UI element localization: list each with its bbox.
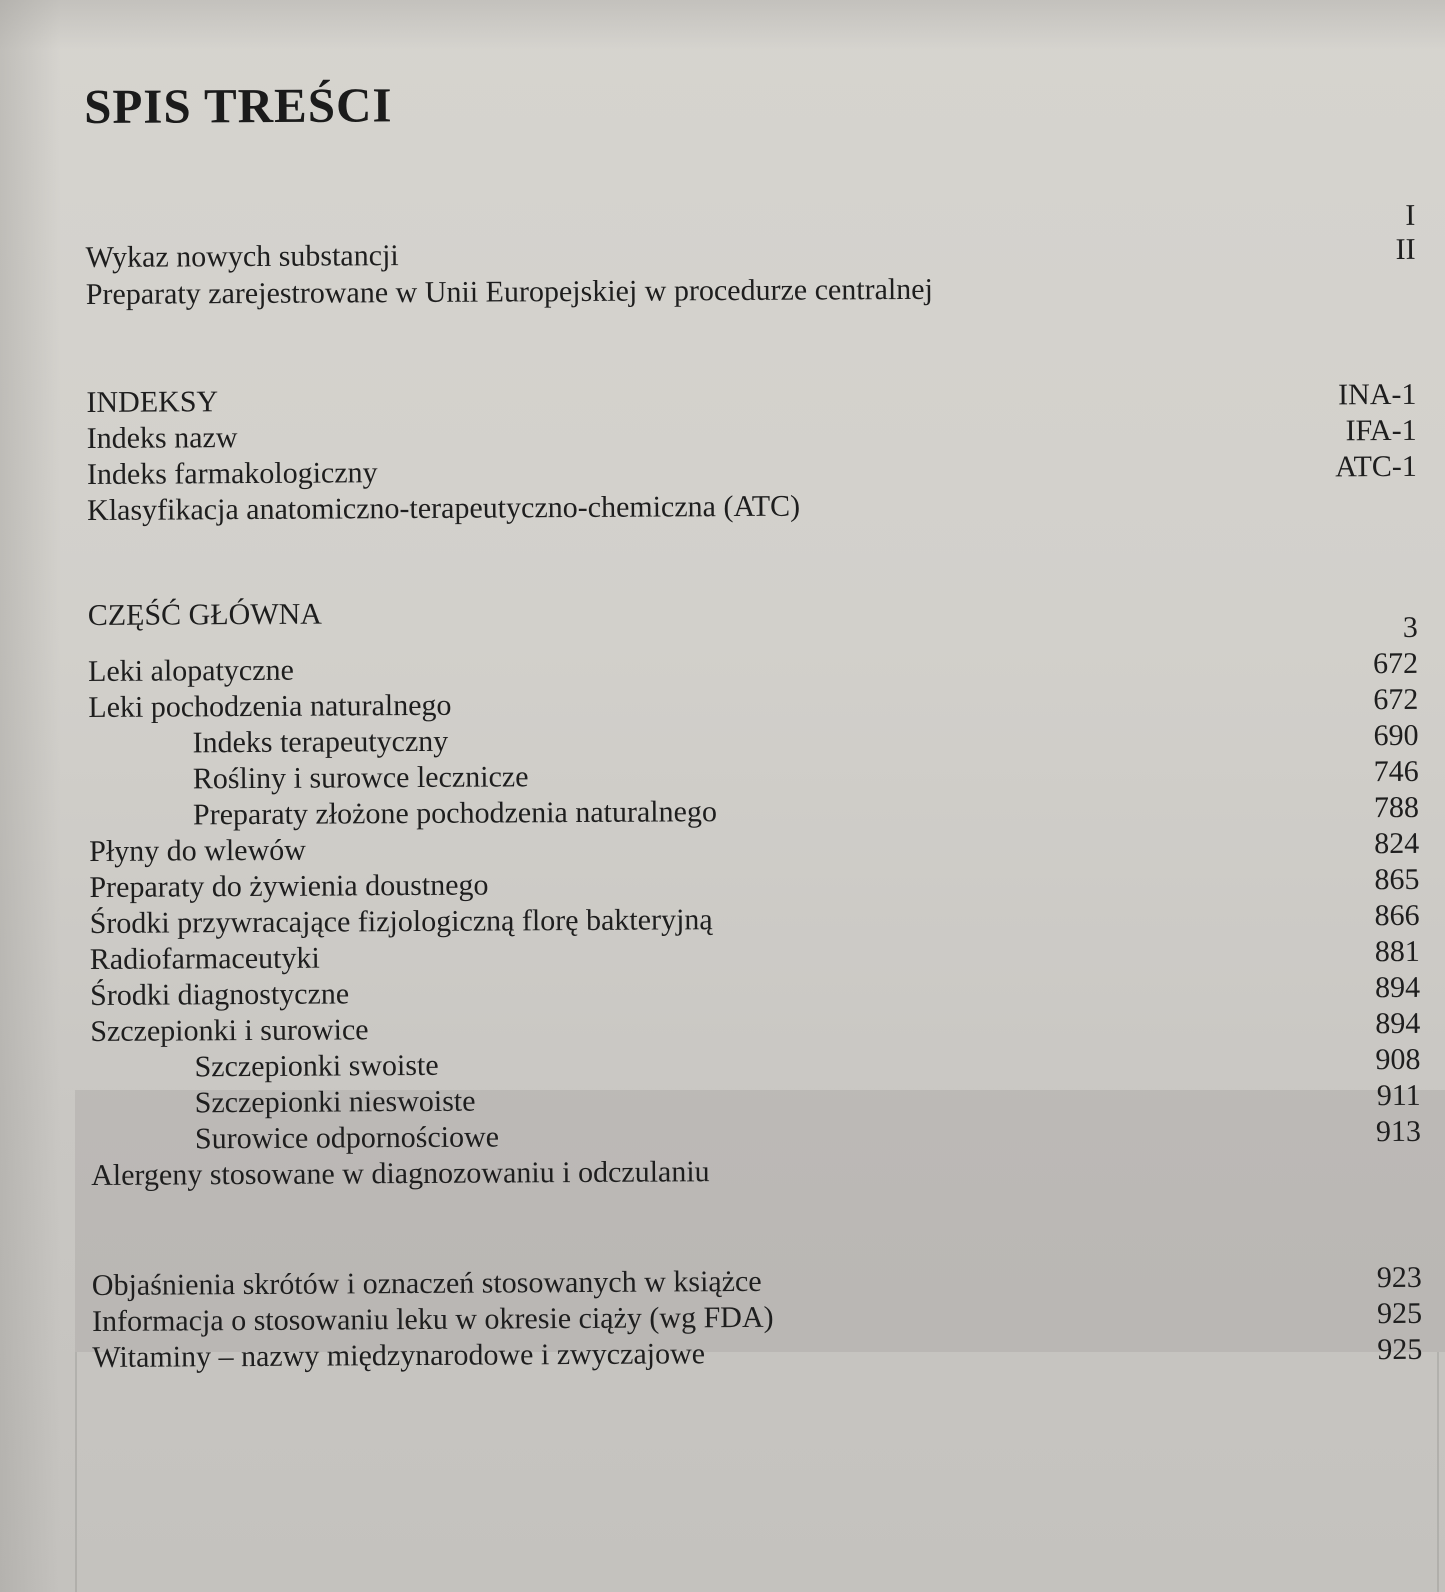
toc-entry-label: Indeks terapeutyczny (192, 724, 449, 760)
toc-page-number: II (1395, 232, 1416, 266)
toc-entry-label: Leki pochodzenia naturalnego (88, 688, 452, 724)
toc-entry-label: Wykaz nowych substancji (85, 239, 399, 274)
toc-entry-label: Środki diagnostyczne (89, 977, 350, 1012)
toc-page-number: ATC-1 (1335, 449, 1417, 484)
toc-page-number: 788 (1373, 790, 1420, 825)
table-of-contents (84, 0, 1424, 1592)
toc-row (86, 269, 1416, 313)
toc-entry-label: Środki przywracające fizjologiczną florę bakteryjną (89, 903, 713, 940)
toc-page-number: 3 (1402, 610, 1418, 644)
toc-entry-label: Rośliny i surowce lecznicze (192, 760, 529, 796)
toc-page-number: 672 (1372, 646, 1419, 681)
toc-page-number: 824 (1374, 826, 1420, 861)
toc-entry-label: Radiofarmaceutyki (89, 941, 320, 976)
toc-page-number: 908 (1375, 1042, 1421, 1077)
toc-row (87, 485, 1417, 529)
toc-page-number: 911 (1376, 1078, 1421, 1113)
toc-page-number: 865 (1374, 862, 1420, 897)
toc-entry-label: Płyny do wlewów (89, 833, 306, 868)
toc-entry-label: Klasyfikacja anatomiczno-terapeutyczno-chemiczna (ATC) (87, 489, 801, 527)
toc-page-number: 923 (1376, 1260, 1422, 1295)
toc-entry-label: Szczepionki nieswoiste (194, 1084, 476, 1120)
toc-entry-label: Indeks nazw (86, 421, 238, 455)
toc-page-number: INA-1 (1338, 377, 1417, 412)
toc-entry-label: Preparaty zarejestrowane w Unii Europejskiej w procedurze centralnej (85, 272, 934, 311)
toc-page-number: 894 (1374, 970, 1421, 1005)
toc-row (91, 1150, 1421, 1194)
toc-page-number: 913 (1375, 1114, 1422, 1149)
toc-entry-label: Surowice odpornościowe (194, 1120, 500, 1156)
toc-page-number: 881 (1374, 934, 1420, 969)
toc-page-number: 746 (1373, 754, 1419, 789)
toc-page-number: 894 (1375, 1006, 1421, 1041)
toc-entry-label: Informacja o stosowaniu leku w okresie ciąży (wg FDA) (91, 1300, 774, 1338)
toc-page-number: I (1405, 198, 1416, 232)
toc-entry-label: Szczepionki swoiste (194, 1048, 439, 1084)
toc-entry-label: Indeks farmakologiczny (86, 456, 378, 491)
toc-page-number: 925 (1377, 1332, 1423, 1367)
page-title: SPIS TREŚCI (84, 77, 393, 134)
toc-page-number: IFA-1 (1345, 413, 1417, 448)
toc-entry-label: Preparaty do żywienia doustnego (89, 868, 489, 904)
toc-row (92, 1332, 1422, 1376)
page-shadow-left (0, 0, 60, 1592)
toc-page-number: 925 (1376, 1296, 1423, 1331)
toc-section-heading: CZĘŚĆ GŁÓWNA (87, 597, 323, 632)
toc-section-heading: INDEKSY (86, 385, 219, 419)
toc-page-number: 866 (1374, 898, 1420, 933)
toc-page-number: 690 (1373, 718, 1419, 753)
toc-page-number: 672 (1373, 682, 1419, 717)
toc-entry-label: Alergeny stosowane w diagnozowaniu i odczulaniu (91, 1155, 710, 1192)
toc-entry-label: Objaśnienia skrótów i oznaczeń stosowanych w książce (91, 1264, 762, 1302)
toc-entry-label: Szczepionki i surowice (90, 1013, 369, 1048)
toc-entry-label: Witaminy – nazwy międzynarodowe i zwyczajowe (92, 1337, 706, 1374)
toc-entry-label: Leki alopatyczne (88, 653, 294, 688)
toc-entry-label: Preparaty złożone pochodzenia naturalnego (192, 795, 718, 832)
